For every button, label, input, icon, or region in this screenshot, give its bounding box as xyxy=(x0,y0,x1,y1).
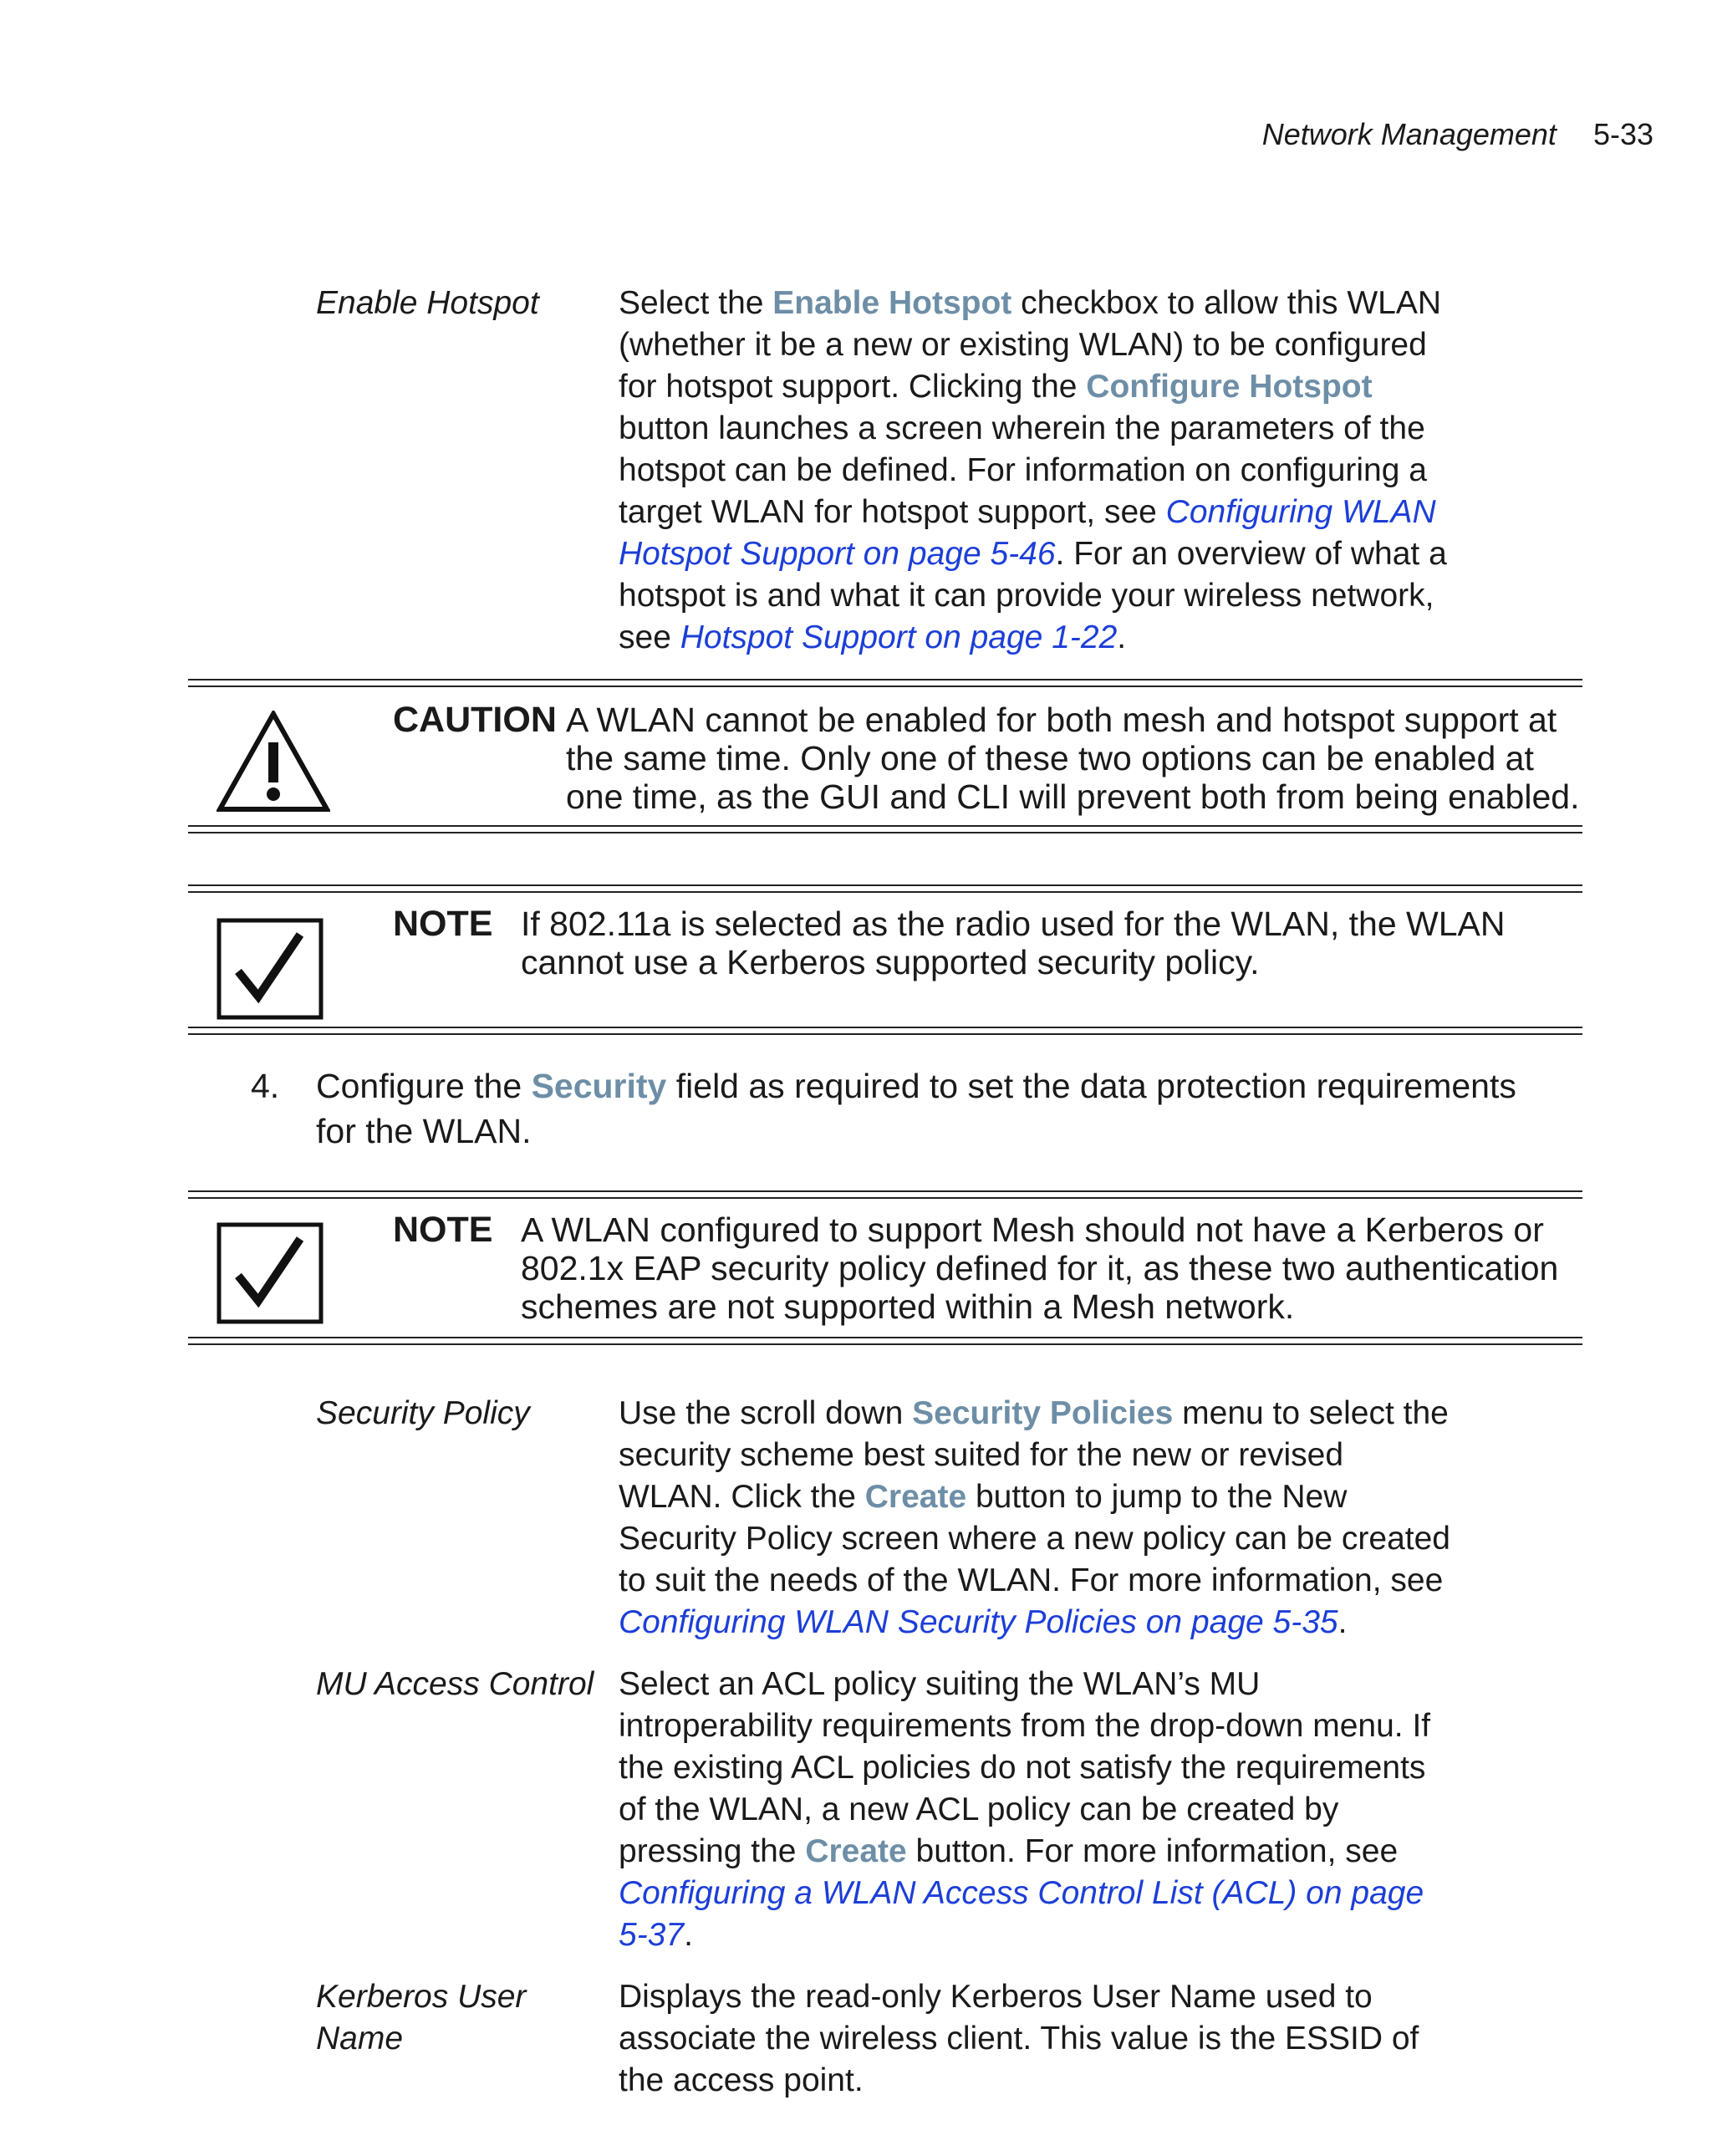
note-label: NOTE xyxy=(393,1210,493,1250)
term-enable-hotspot: Enable Hotspot xyxy=(316,285,539,321)
note-text: If 802.11a is selected as the radio used for the WLAN, the WLAN cannot use a Kerberos supported security policy. xyxy=(521,905,1506,981)
divider xyxy=(188,1190,1582,1199)
link-security-policies[interactable]: Configuring WLAN Security Policies on page 5-35 xyxy=(619,1604,1338,1640)
term-security-policy: Security Policy xyxy=(316,1395,530,1431)
caution-callout xyxy=(188,679,1582,833)
divider xyxy=(188,1337,1582,1345)
link-hotspot-support[interactable]: Hotspot Support on page 1-22 xyxy=(680,619,1118,655)
text: Configure the xyxy=(316,1067,532,1105)
ui-term-security: Security xyxy=(531,1067,667,1105)
page-number: 5-33 xyxy=(1592,117,1653,151)
section-title: Network Management xyxy=(1261,117,1557,151)
page-header xyxy=(1262,117,1653,152)
ui-term-security-policies: Security Policies xyxy=(912,1395,1174,1431)
note-text: A WLAN configured to support Mesh should not have a Kerberos or 802.1x EAP security policy defined for it, as these two authentication schemes are not supported within a Mesh network. xyxy=(521,1211,1559,1326)
text: Select an ACL policy suiting the WLAN’s MU introperability requirements from the drop-down menu. If the existing ACL policies do not satisfy the requirements of the WLAN, a new ACL policy can be created by pressing the xyxy=(619,1666,1431,1869)
text: Use the scroll down xyxy=(619,1395,913,1431)
caution-label: CAUTION xyxy=(393,700,557,740)
step-text xyxy=(316,1063,1555,1154)
divider xyxy=(188,825,1582,833)
term-kerberos-user-name: Kerberos User Name xyxy=(316,1979,527,2057)
text: button launches a screen wherein the parameters of the hotspot can be defined. For information on configuring a target WLAN for hotspot support, see xyxy=(619,410,1427,530)
caution-triangle-icon xyxy=(217,711,330,817)
text: menu to select the security scheme best suited for the new or revised WLAN. Click the xyxy=(619,1395,1449,1515)
divider xyxy=(188,1027,1582,1035)
description-mu-access-control xyxy=(619,1664,1455,1956)
ui-term-configure-hotspot: Configure Hotspot xyxy=(1086,369,1373,405)
text: button. For more information, see xyxy=(906,1833,1399,1869)
description-enable-hotspot xyxy=(619,283,1455,659)
link-access-control-list[interactable]: Configuring a WLAN Access Control List (ACL) on page 5-37 xyxy=(619,1875,1424,1953)
note-callout xyxy=(188,884,1582,1035)
description-security-policy xyxy=(619,1393,1455,1644)
note-callout xyxy=(188,1190,1582,1345)
text: . For an overview of what a hotspot is and what it can provide your wireless network, see xyxy=(619,536,1447,655)
ui-term-create: Create xyxy=(864,1479,967,1515)
description-kerberos-user-name: Displays the read-only Kerberos User Name used to associate the wireless client. This value is the ESSID of the access point. xyxy=(619,1979,1419,2098)
definition-row xyxy=(316,1664,1470,1956)
step-4 xyxy=(251,1063,1555,1154)
ui-term-enable-hotspot: Enable Hotspot xyxy=(772,285,1012,321)
definition-row xyxy=(316,1393,1470,1644)
term-mu-access-control: MU Access Control xyxy=(316,1666,594,1702)
text: . xyxy=(1338,1604,1348,1640)
link-configuring-hotspot[interactable]: Configuring WLAN Hotspot Support on page 5-46 xyxy=(619,494,1436,572)
text: . xyxy=(684,1917,693,1953)
divider xyxy=(188,679,1582,687)
note-label: NOTE xyxy=(393,904,493,944)
text: Select the xyxy=(619,285,773,321)
text: button to jump to the New Security Policy screen where a new policy can be created to suit the needs of the WLAN. For more information, see xyxy=(619,1479,1450,1598)
text: field as required to set the data protection requirements for the WLAN. xyxy=(316,1067,1516,1150)
caution-text: A WLAN cannot be enabled for both mesh and hotspot support at the same time. Only one of these two options can be enabled at one time, as the GUI and CLI will prevent both from being enabled. xyxy=(566,701,1580,816)
divider xyxy=(188,884,1582,893)
definition-row xyxy=(316,283,1470,659)
ui-term-create: Create xyxy=(805,1833,907,1869)
security-definitions xyxy=(316,1393,1470,2122)
text: checkbox to allow this WLAN (whether it be a new or existing WLAN) to be configured for hotspot support. Clicking the xyxy=(619,285,1441,405)
hotspot-definition xyxy=(316,283,1470,679)
checkmark-box-icon xyxy=(217,1222,324,1328)
checkmark-box-icon xyxy=(217,918,324,1024)
text: . xyxy=(1117,619,1127,655)
step-number: 4. xyxy=(251,1067,280,1105)
definition-row xyxy=(316,1976,1470,2102)
